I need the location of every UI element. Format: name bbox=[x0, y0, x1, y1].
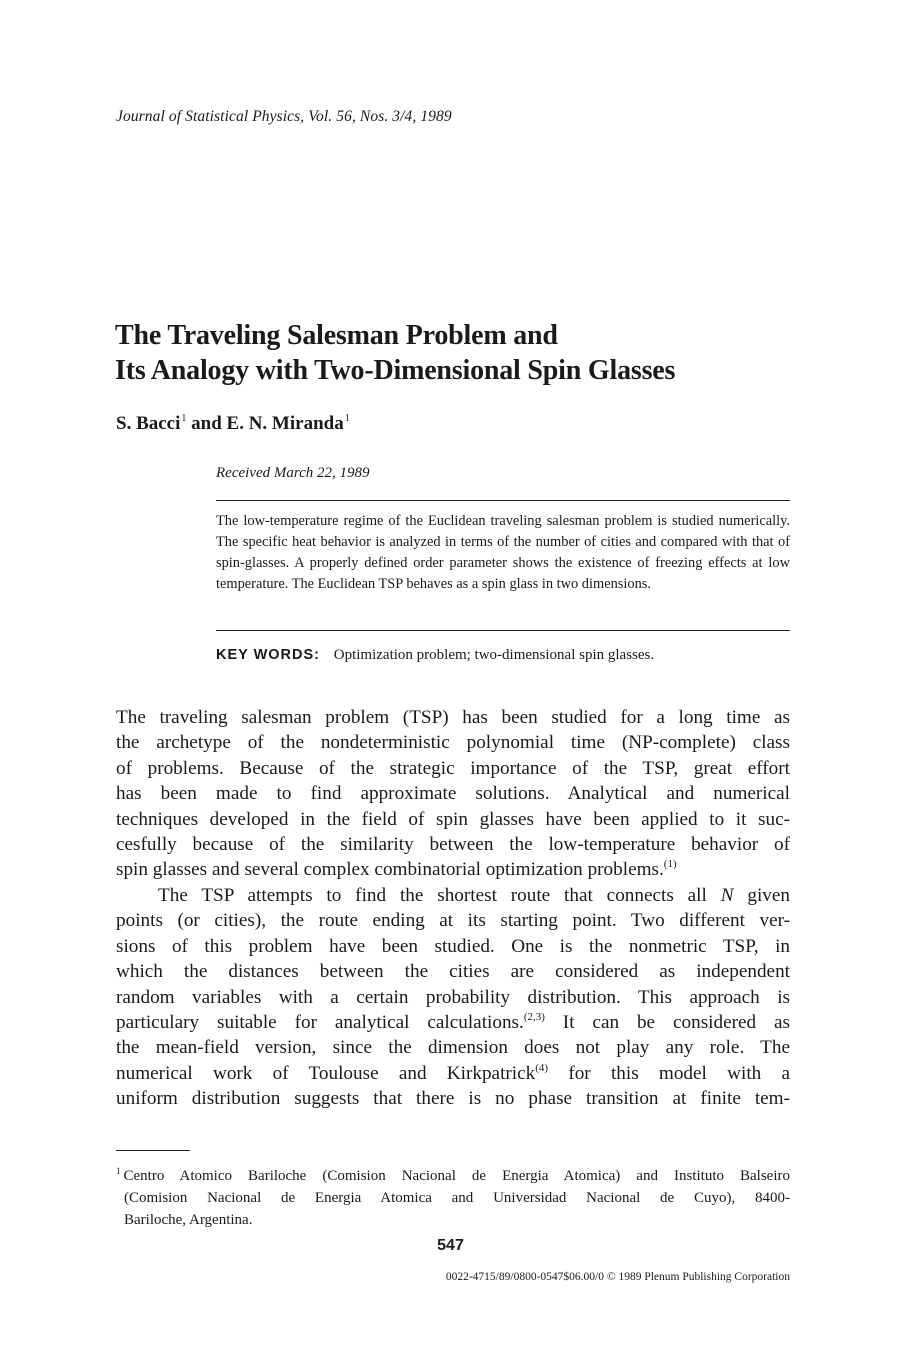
copyright-line: 0022-4715/89/0800-0547$06.00/0 © 1989 Plenum Publishing Corporation bbox=[445, 1271, 790, 1283]
text-line bbox=[116, 1010, 790, 1035]
abstract-top-rule bbox=[216, 500, 790, 501]
text-line: the archetype of the nondeterministic polynomial time (NP-complete) class bbox=[116, 732, 790, 754]
affiliation-mark: 1 bbox=[344, 413, 350, 424]
footnote bbox=[116, 1160, 790, 1231]
text-line: has been made to find approximate solutions. Analytical and numerical bbox=[116, 783, 790, 805]
text-line bbox=[116, 1061, 790, 1086]
citation-ref: (1) bbox=[663, 858, 677, 871]
text-segment: It can be considered as bbox=[544, 1011, 790, 1033]
author-name: E. N. Miranda bbox=[226, 413, 344, 434]
text-line bbox=[116, 857, 790, 882]
footnote-line bbox=[116, 1160, 790, 1187]
footnote-line: Bariloche, Argentina. bbox=[124, 1212, 253, 1228]
text-line: which the distances between the cities are considered as independent bbox=[116, 961, 790, 983]
footnote-mark: 1 bbox=[116, 1166, 121, 1176]
text-line: sions of this problem have been studied. One is the nonmetric TSP, in bbox=[116, 935, 790, 957]
footnote-rule bbox=[116, 1150, 190, 1151]
affiliation-mark: 1 bbox=[181, 413, 187, 424]
footnote-line: (Comision Nacional de Energia Atomica and Universidad Nacional de Cuyo), 8400- bbox=[124, 1190, 790, 1206]
abstract-bottom-rule bbox=[216, 630, 790, 631]
body-paragraph-1 bbox=[116, 705, 790, 883]
keywords bbox=[216, 647, 654, 664]
text-line: uniform distribution suggests that there is no phase transition at finite tem- bbox=[116, 1088, 790, 1110]
text-segment: numerical work of Toulouse and Kirkpatrick bbox=[116, 1062, 536, 1084]
journal-header: Journal of Statistical Physics, Vol. 56, Nos. 3/4, 1989 bbox=[116, 108, 452, 125]
text-line: of problems. Because of the strategic importance of the TSP, great effort bbox=[116, 757, 790, 779]
author-name: S. Bacci bbox=[116, 413, 181, 434]
keywords-text: Optimization problem; two-dimensional spin glasses. bbox=[333, 647, 655, 663]
math-variable: N bbox=[720, 885, 734, 906]
text-line: cesfully because of the similarity between the low-temperature behavior of bbox=[116, 833, 790, 855]
text-segment: The TSP attempts to find the shortest route that connects all bbox=[158, 885, 721, 906]
citation-ref: (4) bbox=[535, 1061, 549, 1074]
author-conjunction: and bbox=[191, 413, 222, 434]
body-paragraph-2 bbox=[116, 883, 790, 1112]
author-list bbox=[116, 413, 350, 435]
received-date: Received March 22, 1989 bbox=[216, 465, 370, 481]
paper-title bbox=[115, 318, 815, 388]
text-line: techniques developed in the field of spin glasses have been applied to it suc- bbox=[116, 808, 790, 830]
text-segment: particulary suitable for analytical calculations. bbox=[116, 1011, 524, 1033]
citation-ref: (2,3) bbox=[523, 1010, 545, 1023]
text-line: The traveling salesman problem (TSP) has been studied for a long time as bbox=[116, 707, 790, 728]
page-number: 547 bbox=[437, 1237, 464, 1254]
text-line bbox=[116, 883, 790, 908]
title-line-1: The Traveling Salesman Problem and bbox=[115, 320, 558, 351]
keywords-label: KEY WORDS: bbox=[216, 647, 320, 663]
text-line: the mean-field version, since the dimension does not play any role. The bbox=[116, 1037, 790, 1059]
text-line: random variables with a certain probability distribution. This approach is bbox=[116, 986, 790, 1008]
title-line-2: Its Analogy with Two-Dimensional Spin Glasses bbox=[115, 355, 676, 386]
text-segment: for this model with a bbox=[548, 1062, 791, 1084]
text-line: points (or cities), the route ending at its starting point. Two different ver- bbox=[116, 910, 790, 932]
abstract: The low-temperature regime of the Euclidean traveling salesman problem is studied numerically. The specific heat behavior is analyzed in terms of the number of cities and compared with that of spin-glasses. A properly defined order parameter shows the existence of freezing effects at low temperature. The Euclidean TSP behaves as a spin glass in two dimensions. bbox=[216, 513, 790, 592]
text-segment: given bbox=[733, 885, 790, 906]
text-segment: Centro Atomico Bariloche (Comision Nacional de Energia Atomica) and Instituto Balseiro bbox=[123, 1168, 790, 1184]
text-segment: spin glasses and several complex combinatorial optimization problems. bbox=[116, 859, 664, 881]
